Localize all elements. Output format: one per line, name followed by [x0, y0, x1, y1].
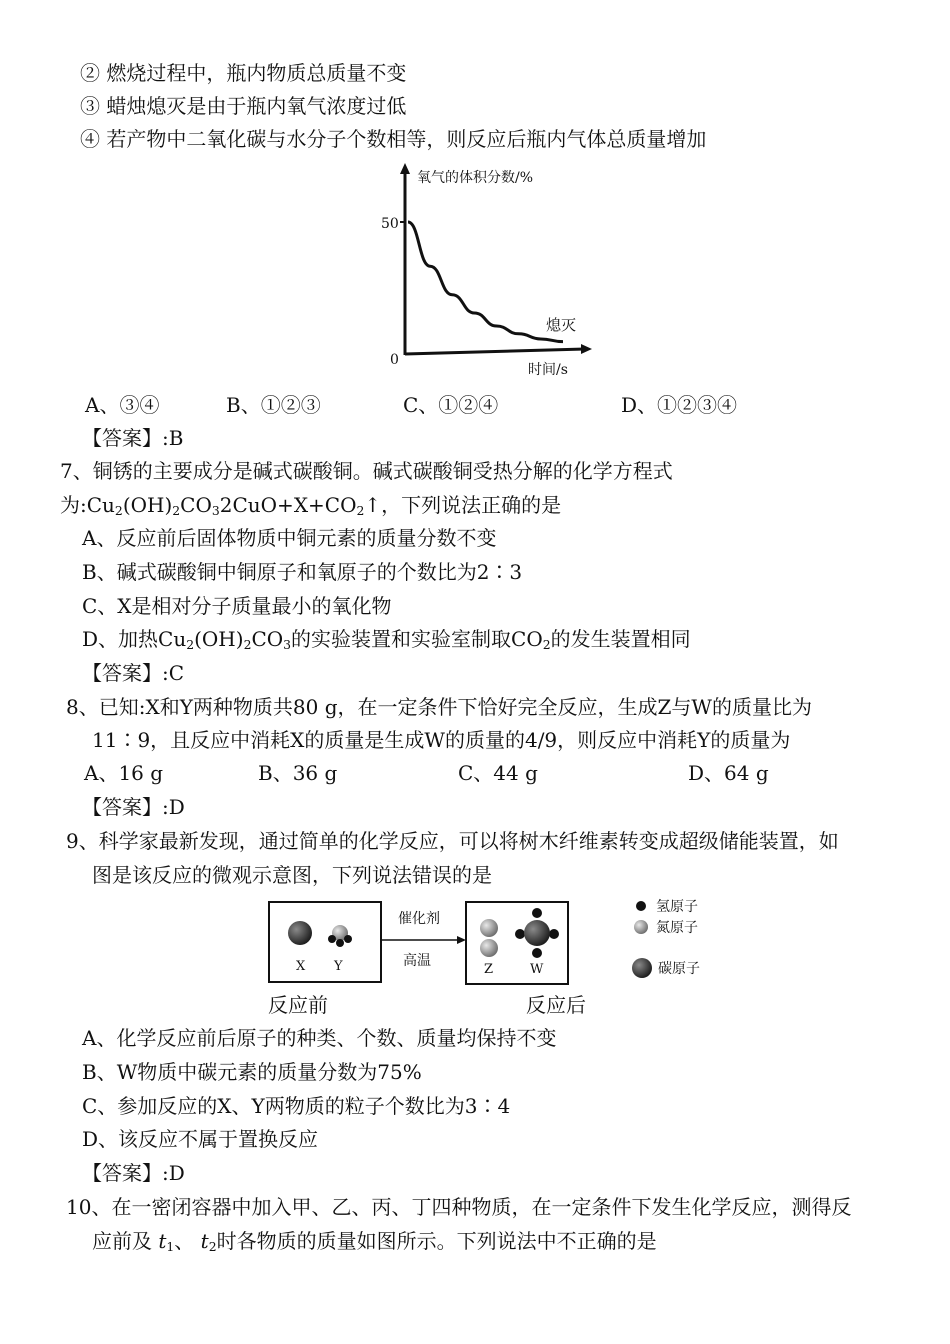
q8-option-b: B、36 g [258, 761, 338, 785]
q6-answer: 【答案】:B [82, 426, 184, 450]
oxygen-chart [360, 160, 600, 380]
q10-stem-line2: 应前及 $t_1$、 $t_2$时各物质的质量如图所示。下列说法中不正确的是 [92, 1229, 657, 1255]
condition-label: 高温 [403, 953, 431, 969]
reaction-diagram [260, 893, 730, 1023]
q7-option-c: C、X是相对分子质量最小的氧化物 [82, 594, 392, 618]
legend-hydrogen: 氢原子 [656, 899, 698, 915]
q7-stem-line2: 为$:Cu_2(OH)_2CO_32CuO+X+CO_2↑$，下列说法正确的是 [60, 493, 562, 519]
label-y: Y [334, 959, 343, 974]
label-x: X [296, 959, 306, 974]
q6-option-d: D、①②③④ [621, 393, 738, 417]
q7-option-b: B、碱式碳酸铜中铜原子和氧原子的个数比为2∶3 [82, 560, 523, 584]
q6-option-b: B、①②③ [226, 393, 321, 417]
legend-nitrogen: 氮原子 [656, 920, 698, 936]
q7-stem-line1: 7、铜锈的主要成分是碱式碳酸铜。碱式碳酸铜受热分解的化学方程式 [60, 459, 673, 483]
q10-stem-line1: 10、在一密闭容器中加入甲、乙、丙、丁四种物质，在一定条件下发生化学反应，测得反 [66, 1195, 852, 1219]
label-z: Z [484, 962, 494, 977]
y-ammonia-molecule [328, 925, 352, 947]
q8-stem-line1: 8、已知:X和Y两种物质共80 g，在一定条件下恰好完全反应，生成Z与W的质量比为 [66, 695, 812, 719]
extinguish-annotation: 熄灭 [546, 316, 577, 334]
q6-option-c: C、①②④ [403, 393, 499, 417]
label-before-reaction: 反应前 [268, 993, 328, 1017]
q8-answer: 【答案】:D [82, 795, 185, 819]
q9-option-b: B、W物质中碳元素的质量分数为75% [82, 1060, 422, 1084]
q9-option-a: A、化学反应前后原子的种类、个数、质量均保持不变 [82, 1026, 557, 1050]
x-axis-arrow [581, 344, 592, 354]
y-axis-label: 氧气的体积分数/% [417, 170, 534, 186]
label-w: W [530, 962, 544, 977]
q6-statement-3: ③ 蜡烛熄灭是由于瓶内氧气浓度过低 [80, 94, 407, 118]
q9-stem-line1: 9、科学家最新发现，通过简单的化学反应，可以将树木纤维素转变成超级储能装置，如 [66, 829, 839, 853]
x-axis [405, 349, 585, 354]
before-box [269, 902, 381, 982]
q6-statement-2: ② 燃烧过程中，瓶内物质总质量不变 [80, 61, 407, 85]
q7-answer: 【答案】:C [82, 661, 185, 685]
q9-stem-line2: 图是该反应的微观示意图，下列说法错误的是 [92, 863, 492, 887]
q8-option-a: A、16 g [84, 761, 164, 785]
legend-carbon-icon [632, 958, 652, 978]
y-tick-label-50: 50 [381, 216, 399, 232]
q6-statement-4: ④ 若产物中二氧化碳与水分子个数相等，则反应后瓶内气体总质量增加 [80, 127, 707, 151]
z-nitrogen-molecule [480, 919, 498, 957]
y-tick-label-0: 0 [390, 352, 399, 368]
reaction-arrowhead [457, 936, 466, 944]
x-axis-label: 时间/s [528, 362, 568, 378]
q9-option-c: C、参加反应的X、Y两物质的粒子个数比为3∶4 [82, 1094, 511, 1118]
w-methane-molecule [515, 908, 559, 958]
q7-option-a: A、反应前后固体物质中铜元素的质量分数不变 [82, 526, 497, 550]
q8-option-c: C、44 g [458, 761, 538, 785]
q7-option-d: D、加热$Cu_2(OH)_2CO_3$的实验装置和实验室制取$CO_2$的发生装置相同 [82, 627, 691, 653]
q6-option-a: A、③④ [85, 393, 160, 417]
q8-stem-line2: 11∶9，且反应中消耗X的质量是生成W的质量的4/9，则反应中消耗Y的质量为 [92, 728, 791, 752]
legend-carbon: 碳原子 [658, 961, 700, 977]
q8-option-d: D、64 g [688, 761, 769, 785]
x-carbon-atom [288, 921, 312, 945]
q9-option-d: D、该反应不属于置换反应 [82, 1127, 319, 1151]
label-after-reaction: 反应后 [526, 993, 586, 1017]
after-box [466, 902, 568, 984]
legend-nitrogen-icon [634, 920, 648, 934]
y-axis-arrow [400, 163, 410, 174]
catalyst-label: 催化剂 [398, 911, 440, 927]
q9-answer: 【答案】:D [82, 1161, 185, 1185]
oxygen-curve [408, 222, 563, 342]
legend-hydrogen-icon [636, 901, 646, 911]
